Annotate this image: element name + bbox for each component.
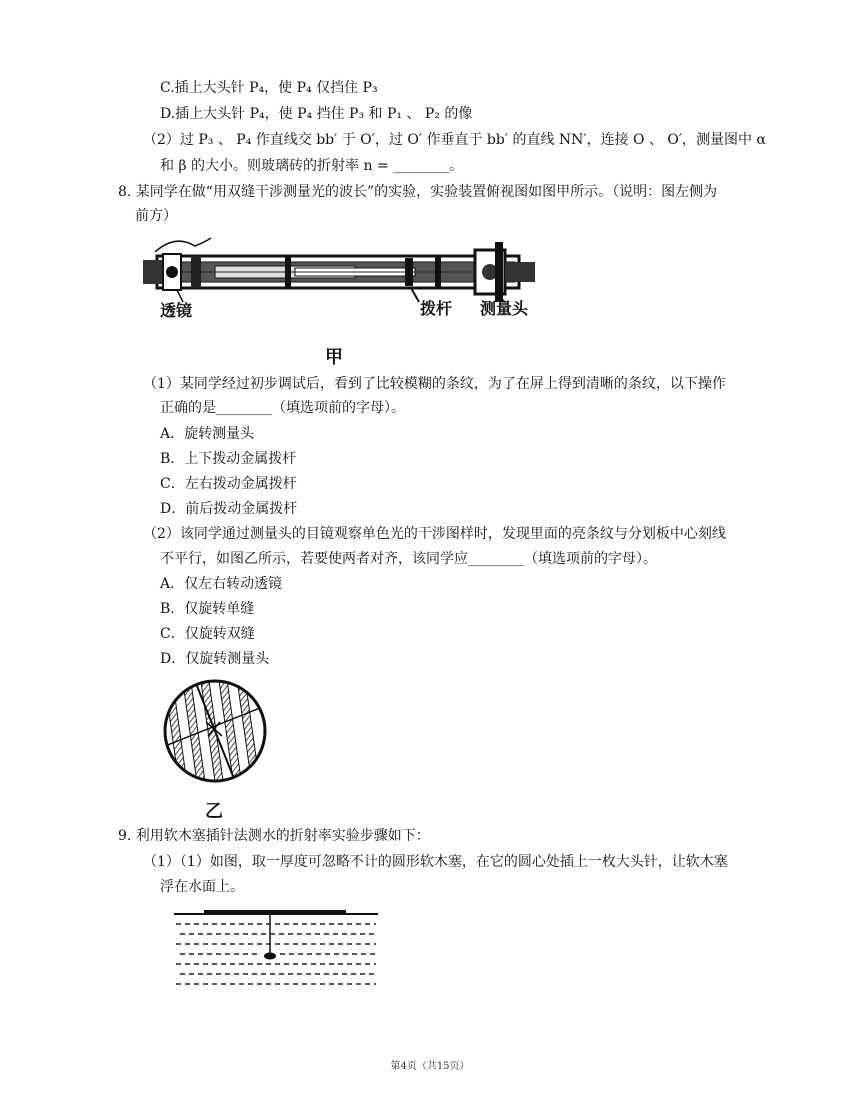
label-measuring-head: 测量头: [480, 299, 529, 318]
q8-part1-option-d: D．前后拨动金属拨杆: [160, 501, 298, 517]
q8-part2-option-d: D．仅旋转测量头: [160, 651, 270, 667]
interference-fringes-figure: [160, 676, 270, 786]
q8-part2-option-c: C．仅旋转双缝: [160, 626, 255, 642]
q7-part2-line2: 和 β 的大小。则玻璃砖的折射率 n = ________。: [160, 158, 464, 174]
label-lever: 拨杆: [420, 299, 453, 318]
q8-part1-option-b: B．上下拨动金属拨杆: [160, 451, 297, 467]
page-footer: 第4页（共15页）: [390, 1061, 470, 1072]
figure-caption-yi: 乙: [205, 801, 223, 822]
q7-option-d: D.插上大头针 P₄，使 P₄ 挡住 P₃ 和 P₁ 、 P₂ 的像: [160, 106, 473, 122]
cork-on-water-figure: [172, 904, 382, 990]
q8-stem-line2: 前方）: [135, 208, 177, 224]
q8-part2-option-b: B．仅旋转单缝: [160, 601, 255, 617]
q8-part1-line2: 正确的是________（填选项前的字母）。: [160, 400, 405, 416]
q8-part1-option-a: A．旋转测量头: [160, 426, 255, 442]
q9-step1-line1: （1）（1）如图，取一厚度可忽略不计的圆形软木塞，在它的圆心处插上一枚大头针，让软木塞: [143, 854, 728, 870]
q8-part1-line1: （1）某同学经过初步调试后，看到了比较模糊的条纹，为了在屏上得到清晰的条纹，以下操作: [143, 376, 726, 392]
q7-option-c: C.插上大头针 P₄，使 P₄ 仅挡住 P₃: [160, 80, 378, 96]
q8-part2-line2: 不平行，如图乙所示，若要使两者对齐，该同学应________（填选项前的字母）。: [160, 551, 657, 567]
q8-stem-line1: 8. 某同学在做“用双缝干涉测量光的波长”的实验，实验装置俯视图如图甲所示。（说明：图左侧为: [118, 184, 718, 200]
q8-part1-option-c: C．左右拨动金属拨杆: [160, 476, 297, 492]
q9-stem: 9. 利用软木塞插针法测水的折射率实验步骤如下：: [118, 828, 430, 844]
q8-part2-line1: （2）该同学通过测量头的目镜观察单色光的干涉图样时，发现里面的亮条纹与分划板中心刻线: [143, 526, 726, 542]
q7-part2-line1: （2）过 P₃ 、 P₄ 作直线交 bb′ 于 O′，过 O′ 作垂直于 bb′ 的直线 NN′，连接 O 、 O′，测量图中 α: [143, 132, 766, 148]
q9-step1-line2: 浮在水面上。: [160, 879, 244, 895]
label-lens: 透镜: [160, 301, 193, 320]
q8-part2-option-a: A．仅左右转动透镜: [160, 576, 283, 592]
figure-caption-jia: 甲: [325, 347, 343, 368]
